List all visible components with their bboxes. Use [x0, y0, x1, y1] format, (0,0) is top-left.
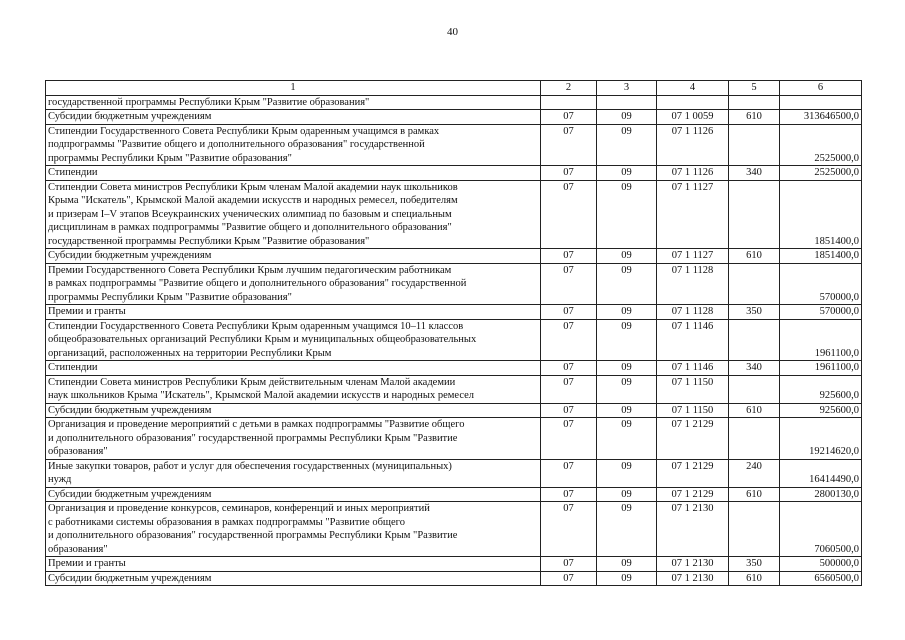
header-col-2: 2	[541, 81, 597, 96]
header-col-1: 1	[46, 81, 541, 96]
table-row	[46, 571, 862, 586]
target-article-cell: 07 1 1128	[657, 305, 729, 320]
subsection-cell: 09	[597, 418, 657, 460]
target-article-cell	[657, 95, 729, 110]
amount-cell: 1851400,0	[780, 180, 862, 249]
target-article-cell: 07 1 1146	[657, 361, 729, 376]
row-name-cell: Стипендии	[46, 166, 541, 181]
row-name-cell: Организация и проведение конкурсов, семинаров, конференций и иных мероприятий с работниками системы образования в рамках подпрограммы "Развитие общего и дополнительного образования" государственной программы Республики Крым "Развитие образования"	[46, 502, 541, 557]
amount-cell: 570000,0	[780, 263, 862, 305]
table-row	[46, 263, 862, 305]
subsection-cell: 09	[597, 502, 657, 557]
section-cell: 07	[541, 487, 597, 502]
expense-type-cell	[729, 375, 780, 403]
table-row	[46, 305, 862, 320]
section-cell: 07	[541, 502, 597, 557]
table-row	[46, 319, 862, 361]
amount-cell	[780, 95, 862, 110]
subsection-cell: 09	[597, 375, 657, 403]
table-row	[46, 375, 862, 403]
table-row	[46, 487, 862, 502]
amount-cell: 1961100,0	[780, 319, 862, 361]
row-name-cell: Премии и гранты	[46, 557, 541, 572]
row-name-cell: государственной программы Республики Крым "Развитие образования"	[46, 95, 541, 110]
subsection-cell: 09	[597, 180, 657, 249]
target-article-cell: 07 1 1127	[657, 180, 729, 249]
target-article-cell: 07 1 2129	[657, 418, 729, 460]
expense-type-cell: 340	[729, 361, 780, 376]
table-row	[46, 180, 862, 249]
amount-cell: 19214620,0	[780, 418, 862, 460]
subsection-cell: 09	[597, 249, 657, 264]
expense-type-cell: 610	[729, 110, 780, 125]
amount-cell: 313646500,0	[780, 110, 862, 125]
subsection-cell: 09	[597, 571, 657, 586]
subsection-cell: 09	[597, 459, 657, 487]
expense-type-cell: 350	[729, 557, 780, 572]
target-article-cell: 07 1 1126	[657, 124, 729, 166]
table-row	[46, 166, 862, 181]
target-article-cell: 07 1 0059	[657, 110, 729, 125]
table-row	[46, 249, 862, 264]
row-name-cell: Субсидии бюджетным учреждениям	[46, 571, 541, 586]
header-col-4: 4	[657, 81, 729, 96]
page-number: 40	[447, 26, 458, 38]
row-name-cell: Стипендии Совета министров Республики Крым действительным членам Малой академии наук школьников Крыма "Искатель", Крымской Малой академии искусств и народных ремесел	[46, 375, 541, 403]
expense-type-cell: 610	[729, 403, 780, 418]
header-col-3: 3	[597, 81, 657, 96]
section-cell: 07	[541, 124, 597, 166]
subsection-cell: 09	[597, 487, 657, 502]
amount-cell: 925600,0	[780, 375, 862, 403]
amount-cell: 2525000,0	[780, 166, 862, 181]
expense-type-cell	[729, 502, 780, 557]
amount-cell: 2800130,0	[780, 487, 862, 502]
section-cell: 07	[541, 403, 597, 418]
table-row	[46, 459, 862, 487]
row-name-cell: Стипендии Государственного Совета Республики Крым одаренным учащимся 10–11 классов общеобразовательных организаций Республики Крым и муниципальных общеобразовательных организаций, расположенных на территории Республики Крым	[46, 319, 541, 361]
budget-table	[45, 80, 862, 586]
section-cell: 07	[541, 249, 597, 264]
amount-cell: 925600,0	[780, 403, 862, 418]
section-cell: 07	[541, 263, 597, 305]
header-col-5: 5	[729, 81, 780, 96]
amount-cell: 1961100,0	[780, 361, 862, 376]
target-article-cell: 07 1 1128	[657, 263, 729, 305]
amount-cell: 1851400,0	[780, 249, 862, 264]
subsection-cell: 09	[597, 319, 657, 361]
amount-cell: 2525000,0	[780, 124, 862, 166]
target-article-cell: 07 1 1146	[657, 319, 729, 361]
table-row	[46, 95, 862, 110]
row-name-cell: Иные закупки товаров, работ и услуг для обеспечения государственных (муниципальных) нужд	[46, 459, 541, 487]
table-row	[46, 557, 862, 572]
table-row	[46, 361, 862, 376]
row-name-cell: Субсидии бюджетным учреждениям	[46, 487, 541, 502]
table-row	[46, 502, 862, 557]
expense-type-cell: 610	[729, 571, 780, 586]
row-name-cell: Организация и проведение мероприятий с детьми в рамках подпрограммы "Развитие общего и дополнительного образования" государственной программы Республики Крым "Развитие образования"	[46, 418, 541, 460]
subsection-cell: 09	[597, 403, 657, 418]
section-cell: 07	[541, 418, 597, 460]
section-cell: 07	[541, 305, 597, 320]
expense-type-cell: 610	[729, 487, 780, 502]
section-cell: 07	[541, 557, 597, 572]
row-name-cell: Премии Государственного Совета Республики Крым лучшим педагогическим работникам в рамках подпрограммы "Развитие общего и дополнительного образования" государственной программы Республики Крым "Развитие образования"	[46, 263, 541, 305]
target-article-cell: 07 1 2130	[657, 571, 729, 586]
target-article-cell: 07 1 2130	[657, 502, 729, 557]
expense-type-cell: 240	[729, 459, 780, 487]
row-name-cell: Субсидии бюджетным учреждениям	[46, 249, 541, 264]
row-name-cell: Субсидии бюджетным учреждениям	[46, 403, 541, 418]
row-name-cell: Стипендии Государственного Совета Республики Крым одаренным учащимся в рамках подпрограммы "Развитие общего и дополнительного образования" государственной программы Республики Крым "Развитие образования"	[46, 124, 541, 166]
section-cell	[541, 95, 597, 110]
amount-cell: 7060500,0	[780, 502, 862, 557]
row-name-cell: Субсидии бюджетным учреждениям	[46, 110, 541, 125]
table-row	[46, 110, 862, 125]
amount-cell: 16414490,0	[780, 459, 862, 487]
target-article-cell: 07 1 2129	[657, 459, 729, 487]
subsection-cell: 09	[597, 557, 657, 572]
header-row	[46, 81, 862, 96]
target-article-cell: 07 1 2129	[657, 487, 729, 502]
section-cell: 07	[541, 375, 597, 403]
section-cell: 07	[541, 319, 597, 361]
amount-cell: 500000,0	[780, 557, 862, 572]
section-cell: 07	[541, 166, 597, 181]
header-col-6: 6	[780, 81, 862, 96]
subsection-cell: 09	[597, 110, 657, 125]
row-name-cell: Премии и гранты	[46, 305, 541, 320]
subsection-cell	[597, 95, 657, 110]
table-row	[46, 124, 862, 166]
section-cell: 07	[541, 180, 597, 249]
amount-cell: 6560500,0	[780, 571, 862, 586]
section-cell: 07	[541, 459, 597, 487]
target-article-cell: 07 1 1127	[657, 249, 729, 264]
target-article-cell: 07 1 1126	[657, 166, 729, 181]
expense-type-cell	[729, 418, 780, 460]
expense-type-cell	[729, 319, 780, 361]
expense-type-cell: 610	[729, 249, 780, 264]
section-cell: 07	[541, 571, 597, 586]
section-cell: 07	[541, 110, 597, 125]
row-name-cell: Стипендии Совета министров Республики Крым членам Малой академии наук школьников Крыма "Искатель", Крымской Малой академии искусств и народных ремесел, победителям и призерам I–V этапов Всеукраинских ученических олимпиад по базовым и специальным дисциплинам в рамках подпрограммы "Развитие общего и дополнительного образования" государственной программы Республики Крым "Развитие образования"	[46, 180, 541, 249]
target-article-cell: 07 1 2130	[657, 557, 729, 572]
row-name-cell: Стипендии	[46, 361, 541, 376]
expense-type-cell	[729, 180, 780, 249]
target-article-cell: 07 1 1150	[657, 375, 729, 403]
table-row	[46, 403, 862, 418]
expense-type-cell: 340	[729, 166, 780, 181]
subsection-cell: 09	[597, 361, 657, 376]
subsection-cell: 09	[597, 263, 657, 305]
subsection-cell: 09	[597, 305, 657, 320]
table-row	[46, 418, 862, 460]
expense-type-cell: 350	[729, 305, 780, 320]
subsection-cell: 09	[597, 124, 657, 166]
expense-type-cell	[729, 124, 780, 166]
amount-cell: 570000,0	[780, 305, 862, 320]
target-article-cell: 07 1 1150	[657, 403, 729, 418]
expense-type-cell	[729, 95, 780, 110]
expense-type-cell	[729, 263, 780, 305]
subsection-cell: 09	[597, 166, 657, 181]
section-cell: 07	[541, 361, 597, 376]
